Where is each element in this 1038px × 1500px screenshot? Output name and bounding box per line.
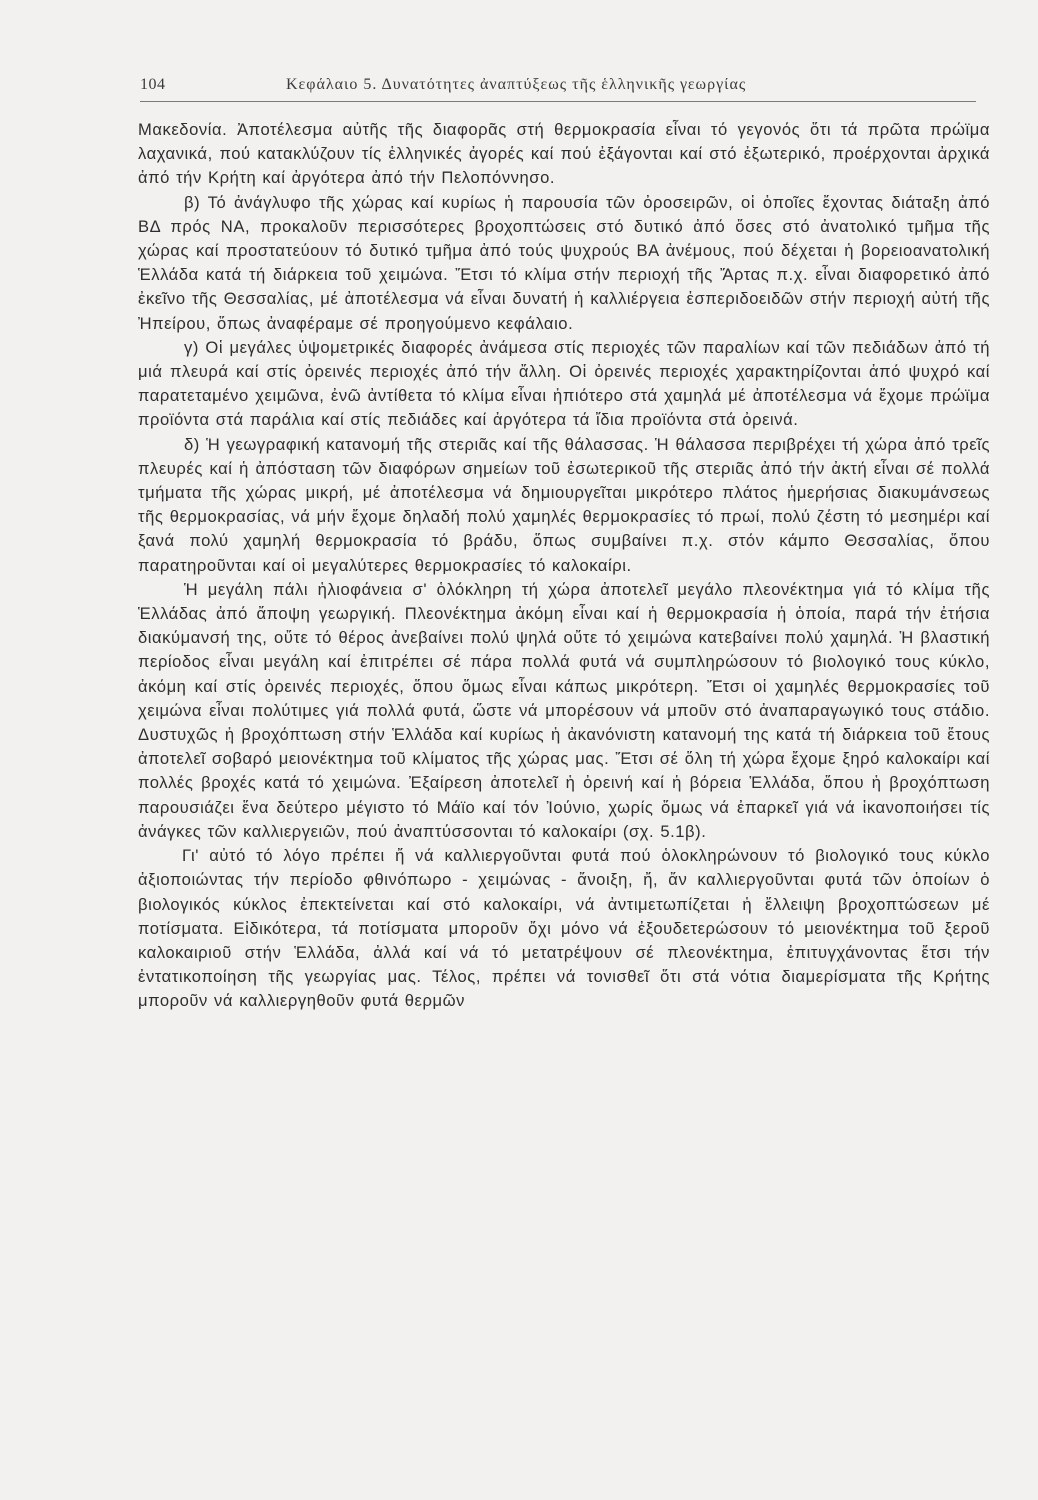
header-rule xyxy=(140,101,976,102)
page-number: 104 xyxy=(140,76,166,93)
paragraph-irrigation: Γι' αὐτό τό λόγο πρέπει ἤ νά καλλιεργοῦνται φυτά πού ὁλοκληρώνουν τό βιολογικό τους κύκλο ἀξιοποιώντας τήν περίοδο φθινόπωρο - χειμώνας - ἄνοιξη, ἤ, ἄν καλλιεργοῦνται φυτά τῶν ὁποίων ὁ βιολογικός κύκλος ἐπεκτείνεται καί στό καλοκαίρι, νά ἀντιμετωπίζεται ἡ ἔλλειψη βροχοπτώσεων μέ ποτίσματα. Εἰδικότερα, τά ποτίσματα μποροῦν ὄχι μόνο νά ἐξουδετερώσουν τό μειονέκτημα τοῦ ξεροῦ καλοκαιριοῦ στήν Ἑλλάδα, ἀλλά καί νά τό μετατρέψουν σέ πλεονέκτημα, ἐπιτυγχάνοντας ἔτσι τήν ἐντατικοποίηση τῆς γεωργίας μας. Τέλος, πρέπει νά τονισθεῖ ὅτι στά νότια διαμερίσματα τῆς Κρήτης μποροῦν νά καλλιεργηθοῦν φυτά θερμῶν xyxy=(138,846,990,1011)
paragraph-b-relief: β) Τό ἀνάγλυφο τῆς χώρας καί κυρίως ἡ παρουσία τῶν ὀροσειρῶν, οἱ ὁποῖες ἔχοντας διάταξη ἀπό ΒΔ πρός ΝΑ, προκαλοῦν περισσότερες βροχοπτώσεις στό δυτικό ἀπό ὅσες στό ἀνατολικό τμῆμα τῆς χώρας καί προστατεύουν τό δυτικό τμῆμα ἀπό τούς ψυχρούς ΒΑ ἀνέμους, πού δέχεται ἡ βορειοανατολική Ἑλλάδα κατά τή διάρκεια τοῦ χειμώνα. Ἔτσι τό κλίμα στήν περιοχή τῆς Ἄρτας π.χ. εἶναι διαφορετικό ἀπό ἐκεῖνο τῆς Θεσσαλίας, μέ ἀποτέλεσμα νά εἶναι δυνατή ἡ καλλιέργεια ἐσπεριδοειδῶν στήν περιοχή αὐτή τῆς Ἠπείρου, ὅπως ἀναφέραμε σέ προηγούμενο κεφάλαιο. xyxy=(138,192,990,333)
running-title: Κεφάλαιο 5. Δυνατότητες ἀναπτύξεως τῆς ἑλληνικῆς γεωργίας xyxy=(286,76,747,93)
page-header xyxy=(140,74,976,98)
body-text xyxy=(138,118,990,1014)
paragraph-d-land-sea: δ) Ἡ γεωγραφική κατανομή τῆς στεριᾶς καί τῆς θάλασσας. Ἡ θάλασσα περιβρέχει τή χώρα ἀπό τρεῖς πλευρές καί ἡ ἀπόσταση τῶν διαφόρων σημείων τοῦ ἐσωτερικοῦ τῆς στεριᾶς ἀπό τήν ἀκτή εἶναι σέ πολλά τμήματα τῆς χώρας μικρή, μέ ἀποτέλεσμα νά δημιουργεῖται μικρότερο πλάτος ἡμερήσιας διακυμάνσεως τῆς θερμοκρασίας, νά μήν ἔχομε δηλαδή πολύ χαμηλές θερμοκρασίες τό πρωί, πολύ ζέστη τό μεσημέρι καί ξανά πολύ χαμηλή θερμοκρασία τό βράδυ, ὅπως συμβαίνει π.χ. στόν κάμπο Θεσσαλίας, ὅπου παρατηροῦνται καί οἱ μεγαλύτερες θερμοκρασίες τό καλοκαίρι. xyxy=(138,434,990,575)
paragraph-macedonia: Μακεδονία. Ἀποτέλεσμα αὐτῆς τῆς διαφορᾶς στή θερμοκρασία εἶναι τό γεγονός ὅτι τά πρῶτα πρώϊμα λαχανικά, πού κατακλύζουν τίς ἑλληνικές ἀγορές καί πού ἐξάγονται καί στό ἐξωτερικό, προέρχονται ἀρχικά ἀπό τήν Κρήτη καί ἀργότερα ἀπό τήν Πελοπόννησο. xyxy=(138,120,990,188)
paragraph-c-altitude: γ) Οἱ μεγάλες ὑψομετρικές διαφορές ἀνάμεσα στίς περιοχές τῶν παραλίων καί τῶν πεδιάδων ἀπό τή μιά πλευρά καί στίς ὀρεινές περιοχές ἀπό τήν ἄλλη. Οἱ ὀρεινές περιοχές χαρακτηρίζονται ἀπό ψυχρό καί παρατεταμένο χειμῶνα, ἐνῶ ἀντίθετα τό κλίμα εἶναι ἠπιότερο στά χαμηλά μέ ἀποτέλεσμα νά ἔχομε πρώϊμα προϊόντα στά παράλια καί στίς πεδιάδες καί ἀργότερα τά ἴδια προϊόντα στά ὀρεινά. xyxy=(138,337,990,430)
paragraph-sunshine: Ἡ μεγάλη πάλι ἡλιοφάνεια σ' ὁλόκληρη τή χώρα ἀποτελεῖ μεγάλο πλεονέκτημα γιά τό κλίμα τῆς Ἑλλάδας ἀπό ἄποψη γεωργική. Πλεονέκτημα ἀκόμη εἶναι καί ἡ θερμοκρασία ἡ ὁποία, παρά τήν ἐτήσια διακύμανσή της, οὔτε τό θέρος ἀνεβαίνει πολύ ψηλά οὔτε τό χειμώνα κατεβαίνει πολύ χαμηλά. Ἡ βλαστική περίοδος εἶναι μεγάλη καί ἐπιτρέπει σέ πάρα πολλά φυτά νά συμπληρώσουν τό βιολογικό τους κύκλο, ἀκόμη καί στίς ὀρεινές περιοχές, ὅπου ὅμως εἶναι κάπως μικρότερη. Ἔτσι οἱ χαμηλές θερμοκρασίες τοῦ χειμώνα εἶναι πολύτιμες γιά πολλά φυτά, ὥστε νά μπορέσουν νά μποῦν στό ἀναπαραγωγικό τους στάδιο. Δυστυχῶς ἡ βροχόπτωση στήν Ἑλλάδα καί κυρίως ἡ ἀκανόνιστη κατανομή της κατά τή διάρκεια τοῦ ἔτους ἀποτελεῖ σοβαρό μειονέκτημα τοῦ κλίματος τῆς χώρας μας. Ἔτσι σέ ὅλη τή χώρα ἔχομε ξηρό καλοκαίρι καί πολλές βροχές κατά τό χειμώνα. Ἐξαίρεση ἀποτελεῖ ἡ ὀρεινή καί ἡ βόρεια Ἑλλάδα, ὅπου ἡ βροχόπτωση παρουσιάζει ἕνα δεύτερο μέγιστο τό Μάϊο καί τόν Ἰούνιο, χωρίς ὅμως νά ἐπαρκεῖ γιά νά ἱκανοποιήσει τίς ἀνάγκες τῶν καλλιεργειῶν, πού ἀναπτύσσονται τό καλοκαίρι (σχ. 5.1β). xyxy=(138,579,990,841)
